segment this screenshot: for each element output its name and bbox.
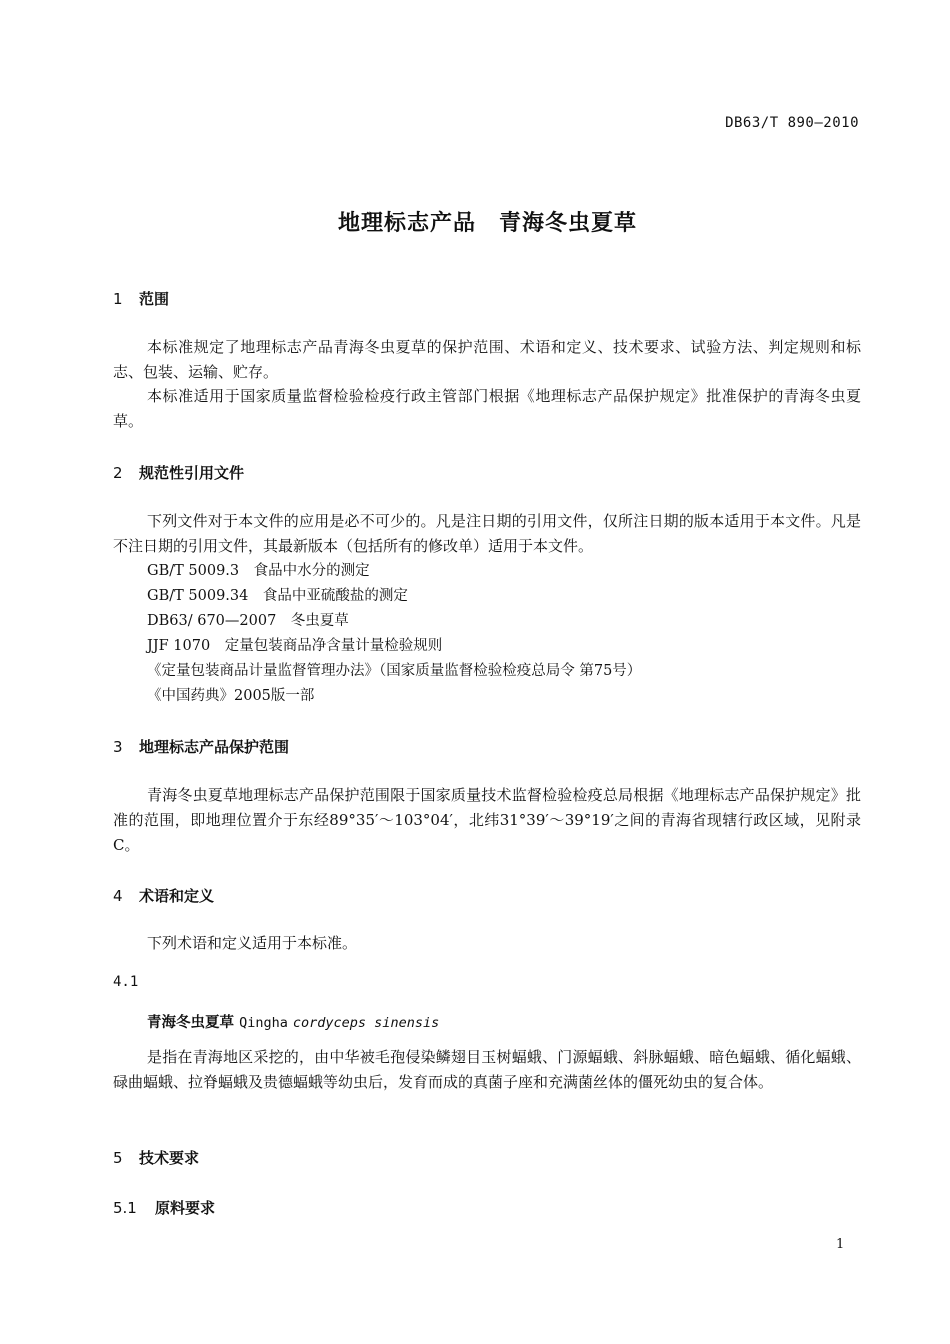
section-5-heading xyxy=(113,1147,199,1168)
section-title: 规范性引用文件 xyxy=(139,464,245,482)
section-4-heading xyxy=(113,885,214,906)
reference-item: GB/T 5009.34 食品中亚硫酸盐的测定 xyxy=(147,588,408,604)
section-title: 术语和定义 xyxy=(139,887,215,905)
section-title: 范围 xyxy=(139,290,170,308)
subsection-number: 5.1 xyxy=(113,1199,137,1217)
term-chinese: 青海冬虫夏草 xyxy=(147,1015,234,1031)
section-number: 4 xyxy=(113,887,123,905)
term-entry xyxy=(147,1011,439,1032)
reference-item: JJF 1070 定量包装商品净含量计量检验规则 xyxy=(147,638,443,654)
term-definition: 是指在青海地区采挖的，由中华被毛孢侵染鳞翅目玉树蝠蛾、门源蝠蛾、斜脉蝠蛾、暗色蝠蛾、循化蝠蛾、碌曲蝠蛾、拉脊蝠蛾及贵德蝠蛾等幼虫后，发育而成的真菌子座和充满菌丝体的僵死幼虫的复合体。 xyxy=(113,1048,861,1091)
page-number: 1 xyxy=(836,1237,845,1252)
term-english-1: Qingha xyxy=(239,1015,288,1031)
section-number: 1 xyxy=(113,290,123,308)
section-2-paragraph-1: 下列文件对于本文件的应用是必不可少的。凡是注日期的引用文件，仅所注日期的版本适用于本文件。凡是不注日期的引用文件，其最新版本（包括所有的修改单）适用于本文件。 xyxy=(113,512,861,555)
section-1-heading xyxy=(113,288,169,309)
document-title: 地理标志产品 青海冬虫夏草 xyxy=(337,211,637,236)
section-4-paragraph-1: 下列术语和定义适用于本标准。 xyxy=(147,934,358,952)
section-number: 3 xyxy=(113,738,123,756)
section-number: 5 xyxy=(113,1149,123,1167)
reference-item: 《定量包装商品计量监督管理办法》（国家质量监督检验检疫总局令 第75号） xyxy=(147,663,642,679)
reference-item: 《中国药典》2005版一部 xyxy=(147,688,315,704)
section-number: 2 xyxy=(113,464,123,482)
document-code: DB63/T 890—2010 xyxy=(725,115,859,131)
reference-item: DB63/ 670—2007 冬虫夏草 xyxy=(147,613,349,629)
section-title: 地理标志产品保护范围 xyxy=(139,738,290,756)
subsection-title: 原料要求 xyxy=(155,1199,216,1217)
section-3-paragraph-1: 青海冬虫夏草地理标志产品保护范围限于国家质量技术监督检验检疫总局根据《地理标志产品保护规定》批准的范围，即地理位置介于东经89°35′～103°04′，北纬31°39′～39°19′之间的青海省现辖行政区域，见附录C。 xyxy=(113,786,861,854)
section-2-heading xyxy=(113,462,244,483)
section-3-heading xyxy=(113,736,289,757)
reference-item: GB/T 5009.3 食品中水分的测定 xyxy=(147,563,370,579)
term-english-2: cordyceps sinensis xyxy=(292,1015,440,1031)
section-1-paragraph-2: 本标准适用于国家质量监督检验检疫行政主管部门根据《地理标志产品保护规定》批准保护的青海冬虫夏草。 xyxy=(113,387,861,430)
subsection-4-1-number: 4.1 xyxy=(113,974,139,990)
section-title: 技术要求 xyxy=(139,1149,200,1167)
subsection-5-1-heading xyxy=(113,1197,215,1218)
section-1-paragraph-1: 本标准规定了地理标志产品青海冬虫夏草的保护范围、术语和定义、技术要求、试验方法、判定规则和标志、包装、运输、贮存。 xyxy=(113,338,861,381)
